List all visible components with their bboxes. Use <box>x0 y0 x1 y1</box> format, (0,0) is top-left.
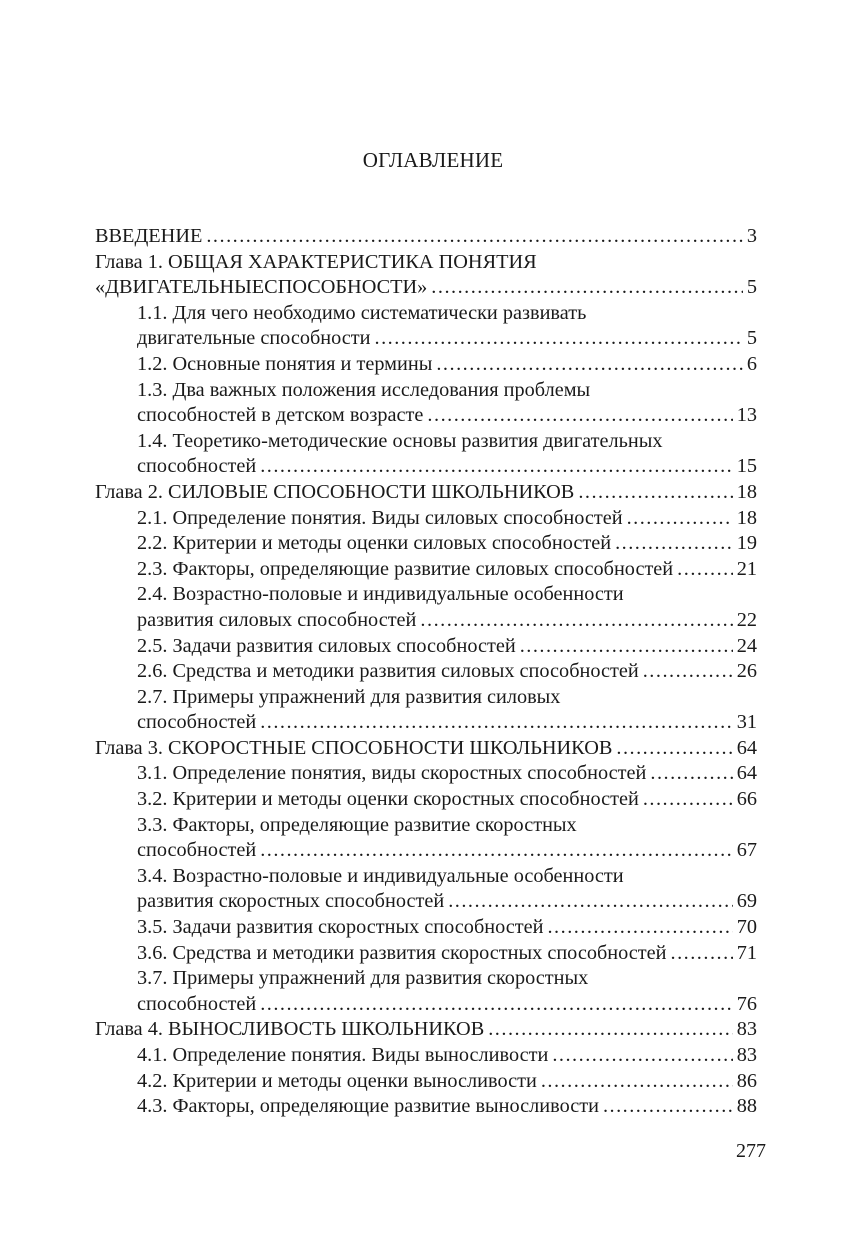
dot-leader <box>260 710 733 736</box>
toc-entry-line <box>137 1094 757 1120</box>
toc-entry-text: Глава 1. ОБЩАЯ ХАРАКТЕРИСТИКА ПОНЯТИЯ <box>95 250 537 273</box>
page-title: ОГЛАВЛЕНИЕ <box>362 148 504 172</box>
toc-entry-text: 1.4. Теоретико-методические основы развития двигательных <box>137 429 663 452</box>
toc-entry-text: развития скоростных способностей <box>137 890 445 913</box>
toc-page-number: 24 <box>736 634 757 657</box>
toc-page-number: 6 <box>746 352 757 375</box>
toc-entry-text: способностей <box>137 455 257 478</box>
toc-section-entry <box>95 787 757 813</box>
toc-page-number: 15 <box>736 455 757 478</box>
dot-leader <box>436 352 743 378</box>
toc-page-number: 5 <box>746 276 757 299</box>
toc-section-entry <box>95 1043 757 1069</box>
toc-entry-line <box>137 992 757 1018</box>
toc-entry-text: 1.1. Для чего необходимо систематически развивать <box>137 301 587 324</box>
toc-entry-line <box>95 224 757 250</box>
toc-entry-text: ВВЕДЕНИЕ <box>95 225 203 247</box>
dot-leader <box>260 992 733 1018</box>
toc-entry-line <box>137 915 757 941</box>
dot-leader <box>603 1094 733 1120</box>
dot-leader <box>650 761 732 787</box>
toc-entry-text: 4.1. Определение понятия. Виды выносливости <box>137 1044 549 1066</box>
toc-page-number: 86 <box>736 1069 757 1092</box>
toc-page-number: 66 <box>736 788 757 811</box>
toc-entry-text: 3.4. Возрастно-половые и индивидуальные особенности <box>137 864 624 887</box>
toc-entry-line <box>137 506 757 532</box>
toc-section-entry <box>95 531 757 557</box>
dot-leader <box>448 889 733 915</box>
toc-entry-text: 1.2. Основные понятия и термины <box>137 352 433 375</box>
toc-page-number: 70 <box>736 916 757 939</box>
toc-section-entry <box>95 813 757 864</box>
toc-page-number: 19 <box>736 532 757 555</box>
toc-page-number: 5 <box>746 327 757 350</box>
toc-section-entry <box>95 941 757 967</box>
toc-chapter-entry <box>95 224 757 250</box>
dot-leader <box>643 787 733 813</box>
toc-entry-text: 3.1. Определение понятия, виды скоростных способностей <box>137 762 647 785</box>
toc-entry-text: развития силовых способностей <box>137 608 417 631</box>
dot-leader <box>375 326 743 352</box>
toc-entry-line <box>137 352 757 378</box>
dot-leader <box>547 915 732 941</box>
toc-page-number: 76 <box>736 992 757 1015</box>
dot-leader <box>627 506 733 532</box>
dot-leader <box>488 1017 732 1043</box>
toc-chapter-entry <box>95 250 757 301</box>
dot-leader <box>206 224 743 250</box>
toc-entry-line <box>137 889 757 915</box>
toc-entry-text: двигательные способности <box>137 327 371 350</box>
dot-leader <box>431 275 743 301</box>
toc-section-entry <box>95 761 757 787</box>
toc-entry-text: 3.2. Критерии и методы оценки скоростных способностей <box>137 788 639 811</box>
toc-entry-text: Глава 2. СИЛОВЫЕ СПОСОБНОСТИ ШКОЛЬНИКОВ <box>95 480 575 503</box>
dot-leader <box>260 454 733 480</box>
toc-entry-line <box>95 1017 757 1043</box>
toc-entry-text: 2.2. Критерии и методы оценки силовых способностей <box>137 532 612 555</box>
table-of-contents <box>95 224 757 1120</box>
toc-entry-text: 2.1. Определение понятия. Виды силовых способностей <box>137 506 623 529</box>
dot-leader <box>260 838 733 864</box>
toc-entry-line <box>137 557 757 583</box>
toc-page-number: 31 <box>736 711 757 734</box>
toc-section-entry <box>95 352 757 378</box>
toc-page-number: 83 <box>736 1018 757 1041</box>
toc-entry-line <box>137 761 757 787</box>
toc-entry-text: 4.2. Критерии и методы оценки выносливости <box>137 1069 537 1092</box>
toc-entry-text: 2.3. Факторы, определяющие развитие силовых способностей <box>137 557 674 580</box>
toc-page-number: 83 <box>736 1044 757 1066</box>
dot-leader <box>643 659 733 685</box>
toc-section-entry <box>95 634 757 660</box>
dot-leader <box>420 608 732 634</box>
toc-entry-line <box>137 941 757 967</box>
toc-entry-line <box>137 531 757 557</box>
toc-entry-text: 2.6. Средства и методики развития силовых способностей <box>137 660 639 683</box>
dot-leader <box>520 634 733 660</box>
page-number: 277 <box>736 1140 766 1162</box>
toc-entry-line <box>137 608 757 634</box>
toc-chapter-entry <box>95 480 757 506</box>
toc-page-number: 21 <box>736 557 757 580</box>
toc-page-number: 26 <box>736 660 757 683</box>
toc-page-number: 13 <box>736 404 757 427</box>
toc-entry-line <box>137 838 757 864</box>
toc-entry-text: способностей <box>137 992 257 1015</box>
toc-entry-line <box>137 1043 757 1069</box>
toc-entry-text: способностей в детском возрасте <box>137 404 424 427</box>
toc-section-entry <box>95 378 757 429</box>
dot-leader <box>671 941 733 967</box>
toc-entry-text: 3.3. Факторы, определяющие развитие скоростных <box>137 813 577 836</box>
toc-entry-text: 2.5. Задачи развития силовых способностей <box>137 634 516 657</box>
toc-entry-line <box>95 736 757 762</box>
dot-leader <box>615 531 733 557</box>
toc-section-entry <box>95 301 757 352</box>
toc-section-entry <box>95 864 757 915</box>
toc-page-number: 64 <box>736 736 757 759</box>
toc-entry-text: 3.5. Задачи развития скоростных способностей <box>137 916 544 939</box>
toc-entry-text: 2.7. Примеры упражнений для развития силовых <box>137 685 561 708</box>
toc-section-entry <box>95 659 757 685</box>
toc-entry-text: способностей <box>137 839 257 862</box>
toc-section-entry <box>95 1069 757 1095</box>
toc-entry-text: Глава 3. СКОРОСТНЫЕ СПОСОБНОСТИ ШКОЛЬНИКОВ <box>95 736 613 759</box>
toc-entry-text: 3.7. Примеры упражнений для развития скоростных <box>137 967 589 990</box>
toc-entry-text: Глава 4. ВЫНОСЛИВОСТЬ ШКОЛЬНИКОВ <box>95 1018 485 1041</box>
toc-section-entry <box>95 966 757 1017</box>
toc-page-number: 67 <box>736 839 757 862</box>
dot-leader <box>541 1069 733 1095</box>
toc-entry-text: 2.4. Возрастно-половые и индивидуальные особенности <box>137 583 624 606</box>
toc-section-entry <box>95 557 757 583</box>
toc-page-number: 22 <box>736 608 757 631</box>
toc-page-number: 3 <box>746 225 757 247</box>
toc-entry-line <box>137 659 757 685</box>
toc-page-number: 71 <box>736 941 757 964</box>
toc-entry-line <box>137 710 757 736</box>
toc-page-number: 18 <box>736 480 757 503</box>
toc-section-entry <box>95 1094 757 1120</box>
toc-section-entry <box>95 685 757 736</box>
toc-section-entry <box>95 582 757 633</box>
toc-entry-text: 3.6. Средства и методики развития скоростных способностей <box>137 941 667 964</box>
toc-entry-line <box>137 634 757 660</box>
toc-page-number: 88 <box>736 1095 757 1118</box>
toc-page-number: 18 <box>736 506 757 529</box>
toc-entry-text: 1.3. Два важных положения исследования проблемы <box>137 378 591 401</box>
toc-section-entry <box>95 915 757 941</box>
toc-chapter-entry <box>95 1017 757 1043</box>
toc-entry-text: «ДВИГАТЕЛЬНЫЕСПОСОБНОСТИ» <box>95 276 428 299</box>
dot-leader <box>552 1043 732 1069</box>
toc-section-entry <box>95 429 757 480</box>
dot-leader <box>616 736 732 762</box>
toc-page-number: 69 <box>736 890 757 913</box>
toc-section-entry <box>95 506 757 532</box>
toc-entry-line <box>95 480 757 506</box>
toc-entry-line <box>137 1069 757 1095</box>
toc-entry-line <box>137 787 757 813</box>
dot-leader <box>578 480 732 506</box>
toc-entry-line <box>95 275 757 301</box>
toc-entry-line <box>137 403 757 429</box>
toc-entry-text: способностей <box>137 711 257 734</box>
toc-entry-text: 4.3. Факторы, определяющие развитие выносливости <box>137 1095 599 1118</box>
dot-leader <box>677 557 733 583</box>
toc-entry-line <box>137 326 757 352</box>
toc-chapter-entry <box>95 736 757 762</box>
toc-entry-line <box>137 454 757 480</box>
toc-page-number: 64 <box>736 762 757 785</box>
dot-leader <box>427 403 732 429</box>
